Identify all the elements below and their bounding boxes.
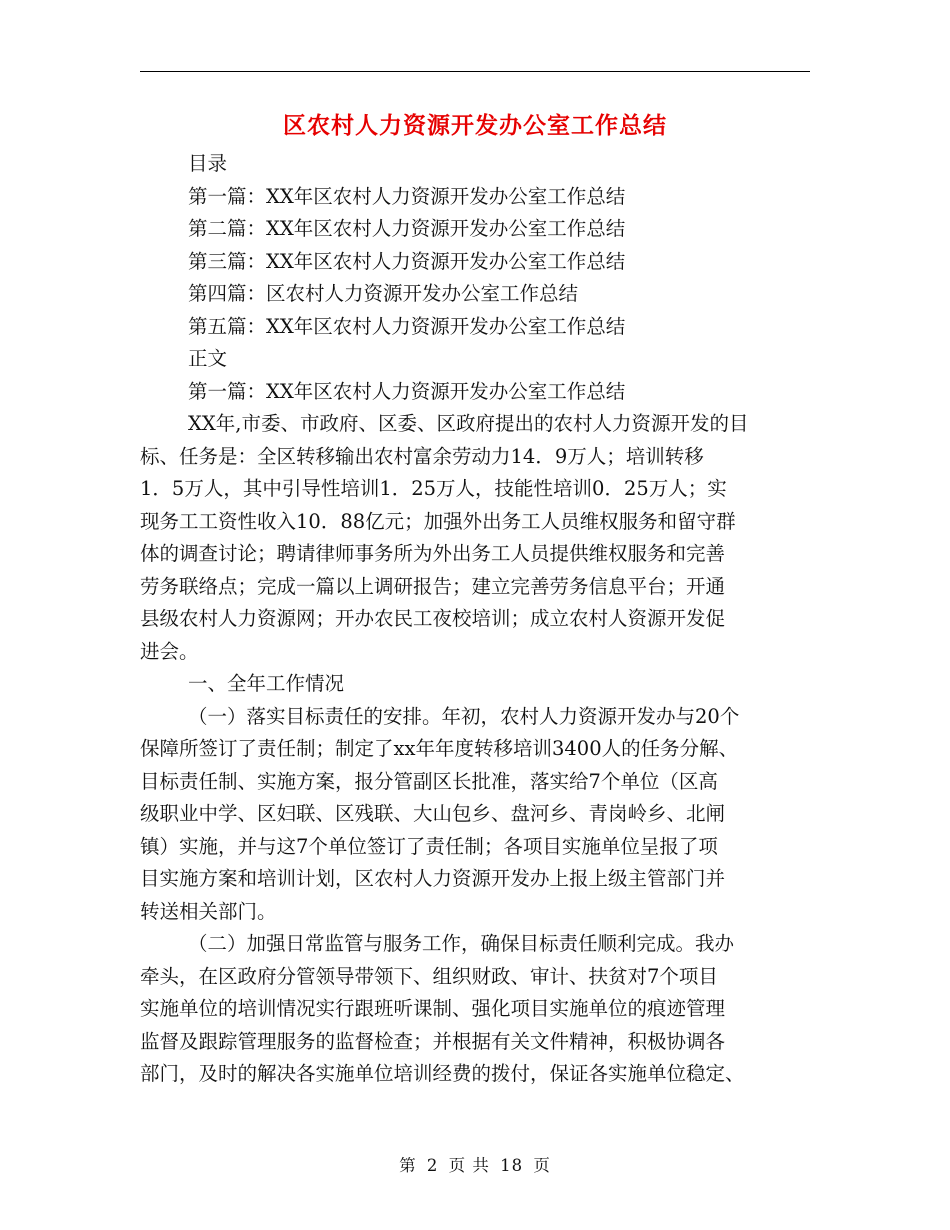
toc-item: 第三篇：XX年区农村人力资源开发办公室工作总结 bbox=[188, 249, 626, 273]
paragraph-line: 部门，及时的解决各实施单位培训经费的拨付，保证各实施单位稳定、 bbox=[140, 1062, 745, 1085]
toc-item: 第二篇：XX年区农村人力资源开发办公室工作总结 bbox=[188, 217, 626, 240]
chapter-title: 第一篇：XX年区农村人力资源开发办公室工作总结 bbox=[188, 379, 626, 403]
paragraph-line: 转送相关部门。 bbox=[140, 899, 277, 923]
document-body bbox=[140, 148, 810, 1091]
paragraph-line: 保障所签订了责任制；制定了xx年年度转移培训3400人的任务分解、 bbox=[140, 737, 739, 760]
paragraph-line: 1．5万人，其中引导性培训1．25万人，技能性培训0．25万人；实 bbox=[140, 477, 727, 500]
paragraph-line: 监督及跟踪管理服务的监督检查；并根据有关文件精神，积极协调各 bbox=[140, 1029, 726, 1053]
paragraph-line: 镇）实施，并与这7个单位签订了责任制；各项目实施单位呈报了项 bbox=[140, 834, 718, 858]
paragraph-line: 目标责任制、实施方案，报分管副区长批准，落实给7个单位（区高 bbox=[140, 769, 718, 793]
toc-item: 第一篇：XX年区农村人力资源开发办公室工作总结 bbox=[188, 184, 626, 208]
footer-middle: 页 共 bbox=[448, 1156, 490, 1175]
paragraph-line: 实施单位的培训情况实行跟班听课制、强化项目实施单位的痕迹管理 bbox=[140, 997, 726, 1020]
paragraph-line: 劳务联络点；完成一篇以上调研报告；建立完善劳务信息平台；开通 bbox=[140, 574, 726, 598]
paragraph-line: 进会。 bbox=[140, 639, 199, 663]
body-heading: 正文 bbox=[188, 347, 228, 370]
paragraph-line: （二）加强日常监管与服务工作，确保目标责任顺利完成。我办 bbox=[188, 932, 735, 955]
paragraph-line: 标、任务是：全区转移输出农村富余劳动力14．9万人；培训转移 bbox=[140, 444, 704, 468]
paragraph-line: （一）落实目标责任的安排。年初，农村人力资源开发办与20个 bbox=[188, 704, 740, 728]
document-title: 区农村人力资源开发办公室工作总结 bbox=[283, 112, 667, 139]
paragraph-line: 级职业中学、区妇联、区残联、大山包乡、盘河乡、青岗岭乡、北闸 bbox=[140, 802, 726, 825]
paragraph-line: 体的调查讨论；聘请律师事务所为外出务工人员提供维权服务和完善 bbox=[140, 542, 726, 565]
paragraph-line: 牵头，在区政府分管领导带领下、组织财政、审计、扶贫对7个项目 bbox=[140, 964, 718, 988]
footer-total-pages: 18 bbox=[500, 1156, 524, 1175]
paragraph-line: 目实施方案和培训计划，区农村人力资源开发办上报上级主管部门并 bbox=[140, 867, 726, 890]
toc-heading: 目录 bbox=[188, 152, 228, 175]
footer-prefix: 第 bbox=[399, 1156, 417, 1175]
footer-page-number: 2 bbox=[426, 1156, 439, 1175]
header-rule bbox=[140, 71, 810, 72]
paragraph-line: XX年,市委、市政府、区委、区政府提出的农村人力资源开发的目 bbox=[188, 412, 749, 435]
section-heading: 一、全年工作情况 bbox=[188, 672, 345, 695]
paragraph-line: 现务工工资性收入10．88亿元；加强外出务工人员维权服务和留守群 bbox=[140, 509, 736, 533]
toc-item: 第五篇：XX年区农村人力资源开发办公室工作总结 bbox=[188, 314, 626, 338]
page-footer bbox=[0, 1152, 950, 1176]
toc-item: 第四篇：区农村人力资源开发办公室工作总结 bbox=[188, 282, 579, 305]
paragraph-line: 县级农村人力资源网；开办农民工夜校培训；成立农村人资源开发促 bbox=[140, 607, 726, 630]
footer-suffix: 页 bbox=[533, 1156, 551, 1175]
